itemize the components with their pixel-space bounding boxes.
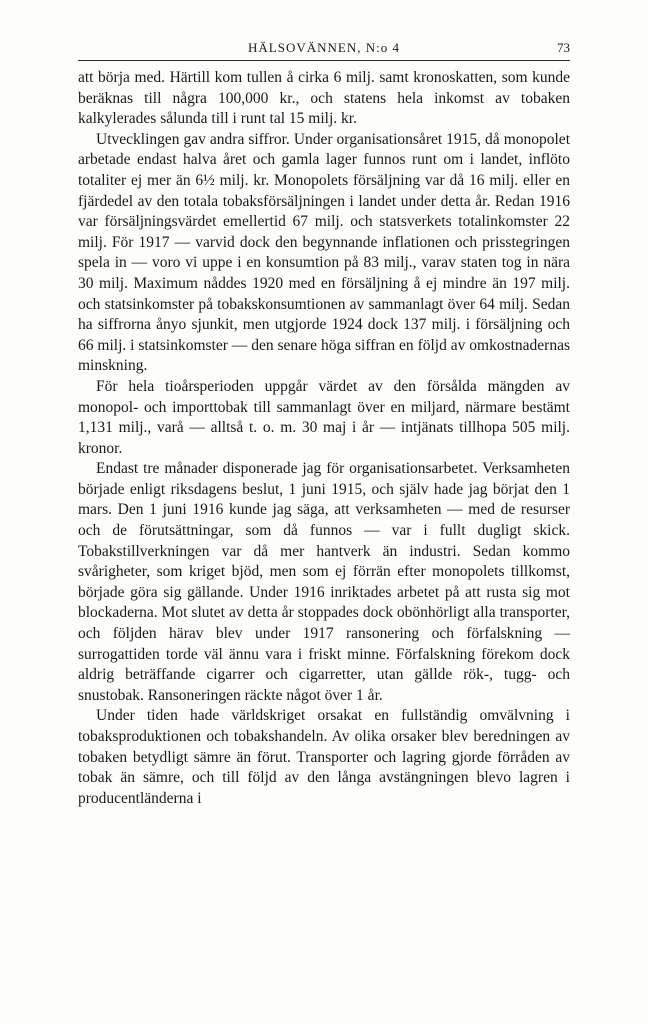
- body-text: [78, 68, 570, 809]
- paragraph-4: Endast tre månader disponerade jag för organisationsarbetet. Verksamheten började enligt riksdagens beslut, 1 juni 1915, och själv hade jag börjat den 1 mars. Den 1 juni 1916 kunde jag säga, att verksamheten — med de resurser och de förutsättningar, som då funnos — var i fullt dugligt skick. Tobakstillverkningen var då mer hantverk än industri. Sedan kommo svårigheter, som kriget bjöd, men som ej förrän efter monopolets tillkomst, började göra sig gällande. Under 1916 inriktades arbetet på att rusta sig mot blockaderna. Mot slutet av detta år stoppades dock obönhörligt alla transporter, och följden härav blev under 1917 ransonering och förfalskning — surrogattiden torde väl ännu vara i friskt minne. Förfalskning förekom dock aldrig beträffande cigarrer och cigarretter, utan gällde rök-, tugg- och snustobak. Ransoneringen räckte något över 1 år.: [78, 460, 570, 704]
- paragraph-3: För hela tioårsperioden uppgår värdet av den försålda mängden av monopol- och importtobak till sammanlagt över en miljard, närmare bestämt 1,131 milj., varå — alltså t. o. m. 30 maj i år — intjänats tillhopa 505 milj. kronor.: [78, 377, 570, 457]
- journal-title: HÄLSOVÄNNEN, N:o 4: [248, 40, 400, 55]
- page-number: 73: [557, 40, 570, 55]
- running-head: [78, 40, 570, 60]
- paragraph-5: Under tiden hade världskriget orsakat en fullständig omvälvning i tobaksproduktionen och tobakshandeln. Av olika orsaker blev beredningen av tobaken betydligt sämre än förut. Transporter och lagring gjorde förråden av tobak än sämre, och till följd av den långa avstängningen blevo lagren i producentländerna i: [78, 707, 570, 807]
- paragraph-1: att börja med. Härtill kom tullen å cirka 6 milj. samt kronoskatten, som kunde beräknas till några 100,000 kr., och statens hela inkomst av tobaken kalkylerades sålunda till i runt tal 15 milj. kr.: [78, 69, 570, 128]
- paragraph-2: Utvecklingen gav andra siffror. Under organisationsåret 1915, då monopolet arbetade endast halva året och gamla lager funnos runt om i landet, inflöto totaliter ej mer än 6½ milj. kr. Monopolets försäljning var då 16 milj. eller en fjärdedel av den totala tobaksförsäljningen i landet under detta år. Redan 1916 var försäljningsvärdet emellertid 67 milj. och statsverkets totalinkomster 22 milj. För 1917 — varvid dock den begynnande inflationen och prisstegringen spela in — voro vi uppe i en konsumtion på 83 milj., varav staten tog in nära 30 milj. Maximum nåddes 1920 med en försäljning å ej mindre än 197 milj. och statsinkomster på tobakskonsumtionen av sammanlagt över 64 milj. Sedan ha siffrorna ånyo sjunkit, men utgjorde 1924 dock 137 milj. i försäljning och 66 milj. i statsinkomster — den senare höga siffran en följd av omkostnadernas minskning.: [78, 130, 570, 375]
- header-rule: [78, 60, 570, 61]
